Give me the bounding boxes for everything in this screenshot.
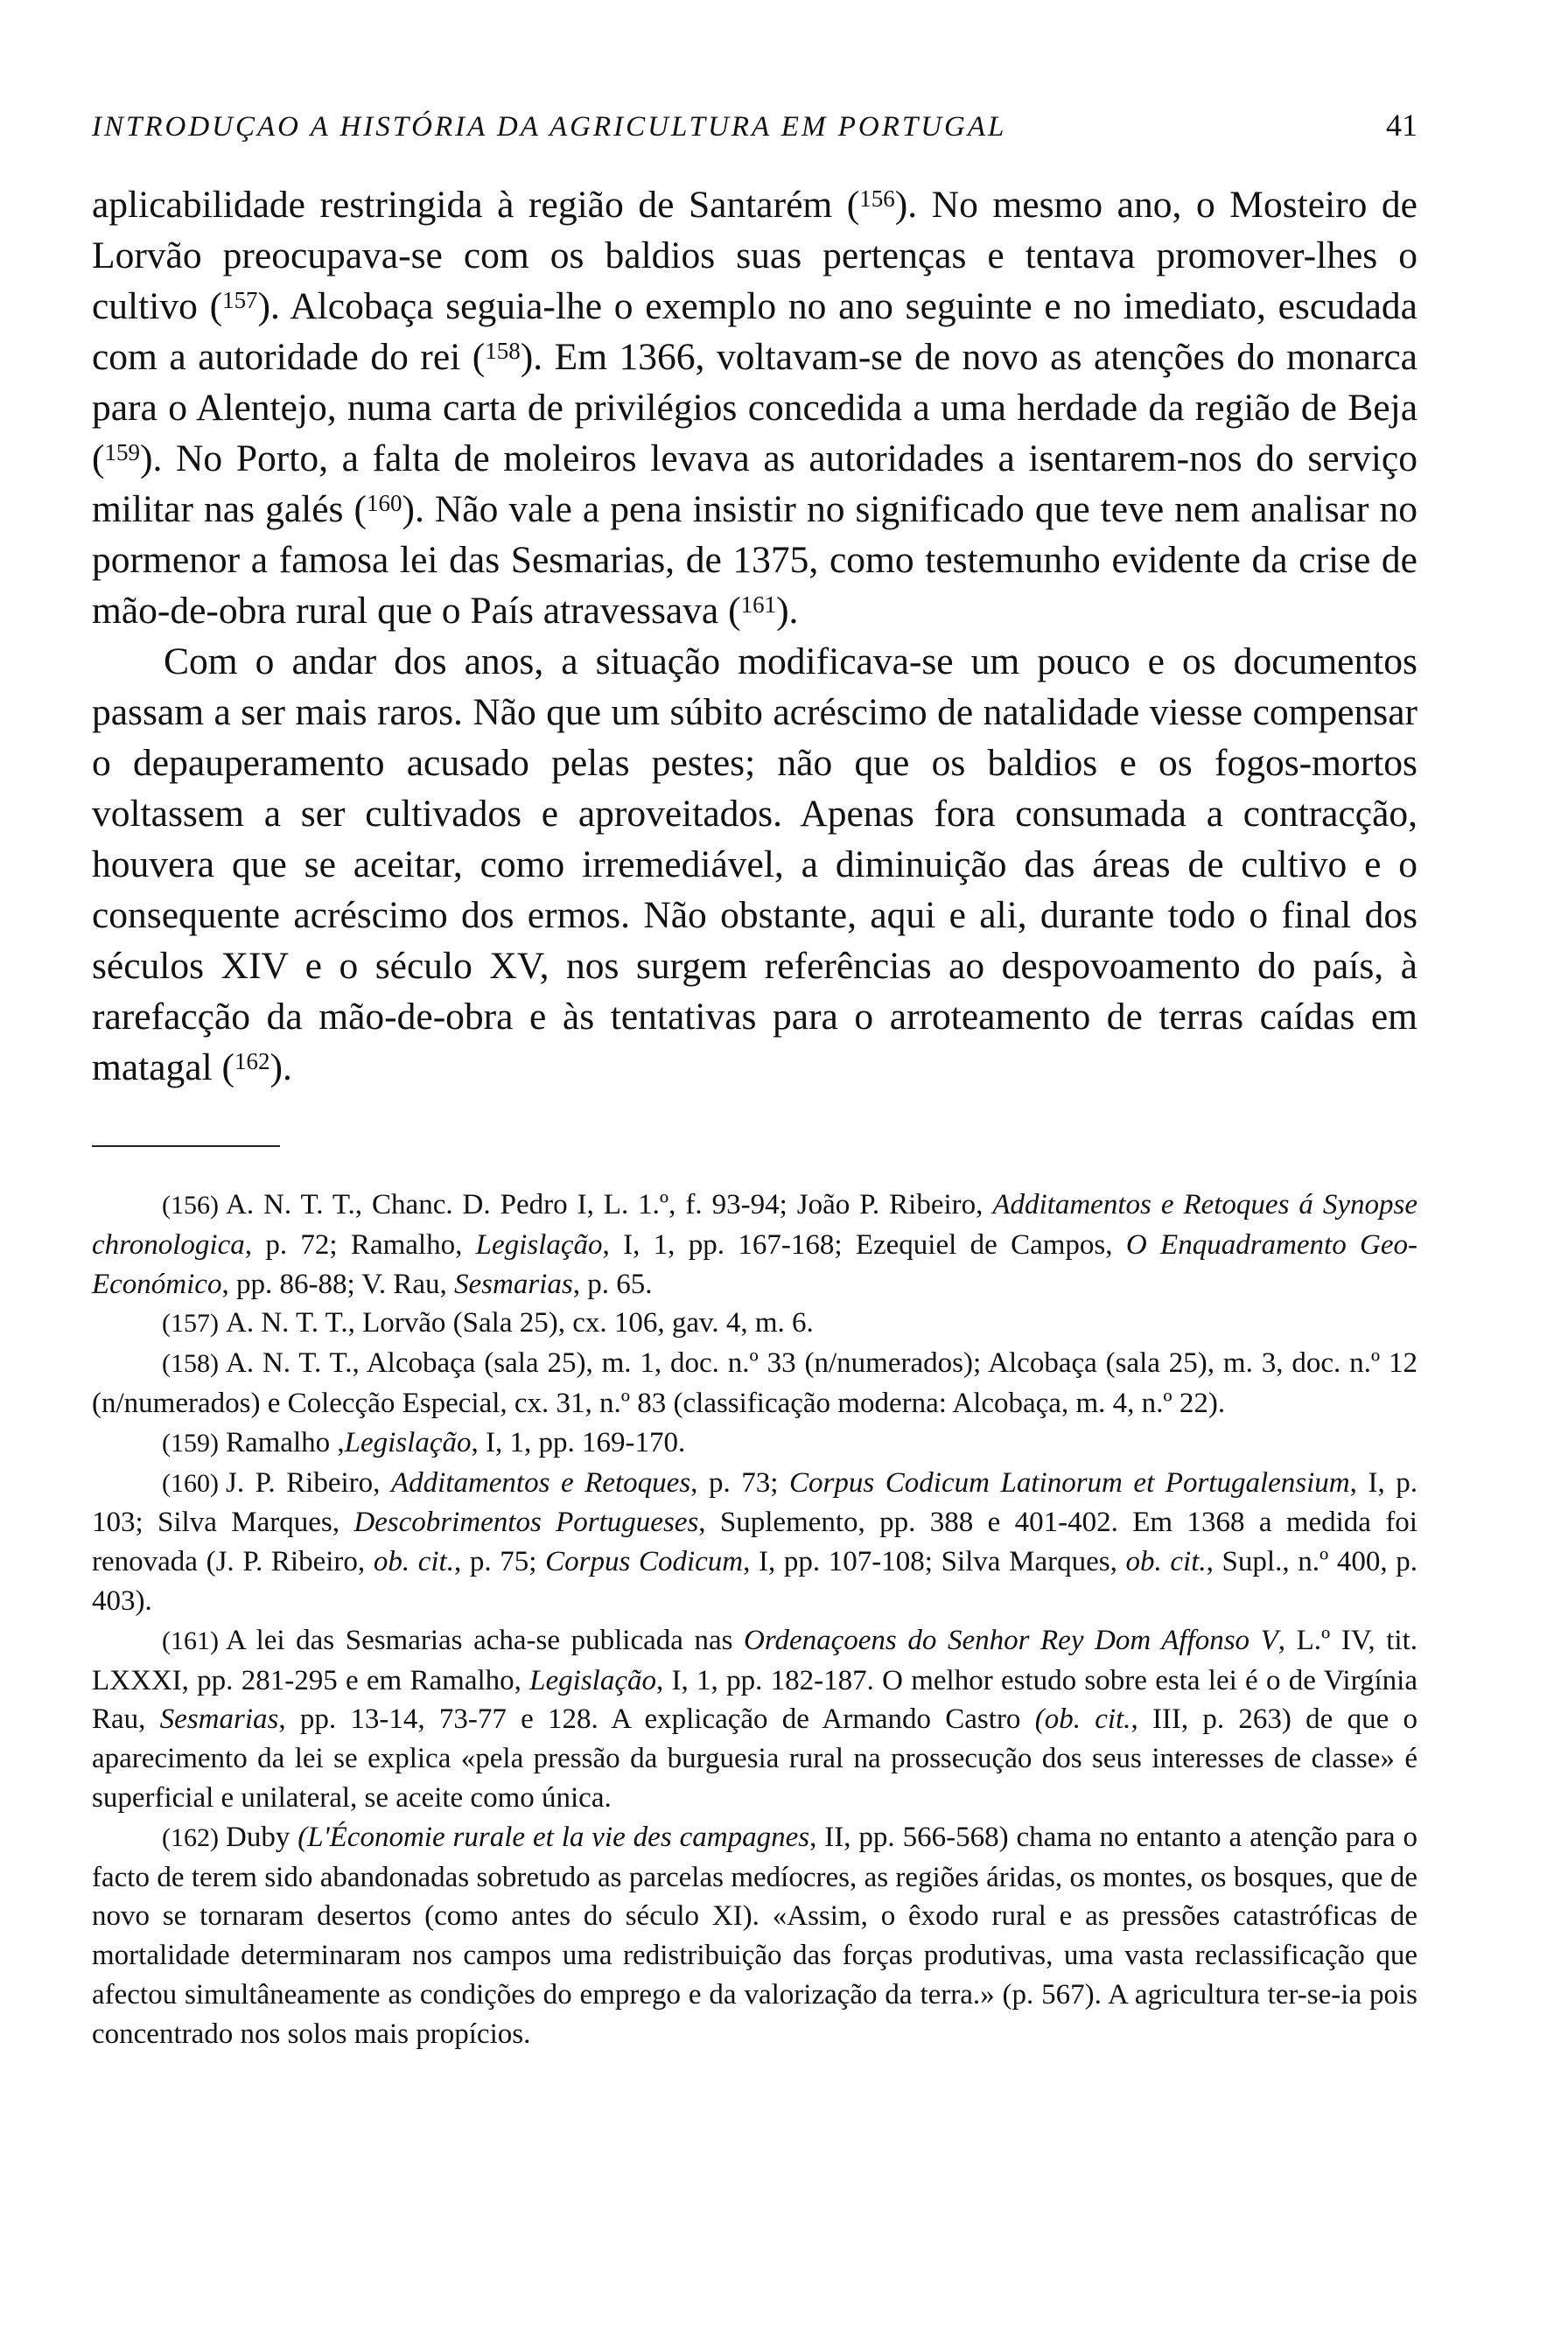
- note-text: Ramalho ,: [225, 1426, 345, 1458]
- running-title: INTRODUÇAO A HISTÓRIA DA AGRICULTURA EM PORTUGAL: [92, 111, 1007, 143]
- text-run: ). Alcobaça seguia-lhe o exemplo no ano seguinte e no imediato, escudada com a autoridade do rei (: [92, 285, 1418, 378]
- footnote-number: (162): [162, 1822, 219, 1852]
- note-text: , Suplemento, pp. 388 e 401-402. Em 1368 a medida foi renovada (J. P. Ribeiro,: [92, 1507, 1418, 1578]
- footnote-157: [92, 1304, 1418, 1344]
- footnotes: [92, 1185, 1418, 2054]
- note-title: Legislação: [475, 1228, 603, 1261]
- main-text: [92, 179, 1418, 1093]
- footnote-162: [92, 1818, 1418, 2054]
- text-run: ).: [776, 590, 799, 632]
- text-run: ). No mesmo ano, o Mosteiro de Lorvão preocupava-se com os baldios suas pertenças e tentava promover-lhes o cultivo (: [92, 184, 1418, 327]
- footnote-ref-159: 159: [104, 438, 140, 465]
- text-run: Com o andar dos anos, a situação modificava-se um pouco e os documentos passam a ser mais raros. Não que um súbito acréscimo de natalidade viesse compensar o depauperamento acusado pelas pestes; não que os baldios e os fogos-mortos voltassem a ser cultivados e aproveitados. Apenas fora consumada a contracção, houvera que se aceitar, como irremediável, a diminuição das áreas de cultivo e o consequente acréscimo dos ermos. Não obstante, aqui e ali, durante todo o final dos séculos XIV e o século XV, nos surgem referências ao despovoamento do país, à rarefacção da mão-de-obra e às tentativas para o arroteamento de terras caídas em matagal (: [92, 640, 1418, 1088]
- note-text: , p. 72; Ramalho,: [244, 1228, 476, 1261]
- footnote-159: [92, 1423, 1418, 1464]
- footnote-156: [92, 1185, 1418, 1304]
- note-text: , III, p. 263) de que o aparecimento da lei se explica «pela pressão da burguesia rural na prossecução dos seus interesses de classe» é superficial e unilateral, se aceite como única.: [92, 1703, 1418, 1814]
- footnote-158: [92, 1344, 1418, 1423]
- note-title: Corpus Codicum Latinorum et Portugalensium: [789, 1466, 1350, 1499]
- note-title: Additamentos e Retoques: [390, 1466, 691, 1499]
- note-title: Descobrimentos Portugueses: [354, 1507, 699, 1539]
- footnote-ref-157: 157: [222, 286, 258, 313]
- text-run: ). No Porto, a falta de moleiros levava as autoridades a isentarem-nos do serviço militar nas galés (: [92, 437, 1418, 530]
- footnote-ref-162: 162: [234, 1047, 270, 1074]
- note-title: Sesmarias: [454, 1268, 573, 1300]
- footnote-ref-158: 158: [485, 337, 521, 364]
- note-text: A. N. T. T., Lorvão (Sala 25), cx. 106, gav. 4, m. 6.: [225, 1307, 814, 1339]
- footnote-161: [92, 1621, 1418, 1818]
- note-text: , II, pp. 566-568) chama no entanto a atenção para o facto de terem sido abandonadas sobretudo as parcelas medíocres, as regiões áridas, os montes, os bosques, que de novo se tornaram desertos (como antes do século XI). «Assim, o êxodo rural e as pressões catastróficas de mortalidade determinaram nos campos uma redistribuição das forças produtivas, uma vasta reclassificação que afectou simultâneamente as condições do emprego e da valorização da terra.» (p. 567). A agricultura ter-se-ia pois concentrado nos solos mais propícios.: [92, 1821, 1418, 2050]
- note-text: , I, 1, pp. 182-187. O melhor estudo sobre esta lei é o de Virgínia Rau,: [92, 1664, 1418, 1736]
- note-title: Sesmarias: [159, 1703, 279, 1736]
- note-text: J. P. Ribeiro,: [225, 1466, 391, 1499]
- paragraph-1: [92, 179, 1418, 636]
- note-text: , I, 1, pp. 167-168; Ezequiel de Campos,: [602, 1228, 1126, 1261]
- note-text: A lei das Sesmarias acha-se publicada nas: [225, 1624, 745, 1656]
- note-text: , Supl., n.º 400, p. 403).: [92, 1546, 1418, 1617]
- note-title: (L'Économie rurale et la vie des campagnes: [298, 1821, 810, 1853]
- note-title: ob. cit.: [1125, 1546, 1207, 1578]
- note-title: ob. cit.: [373, 1546, 454, 1578]
- footnote-160: [92, 1464, 1418, 1621]
- note-title: Corpus Codicum: [545, 1546, 744, 1578]
- note-text: , I, p. 103; Silva Marques,: [92, 1466, 1418, 1539]
- note-text: , p. 73;: [690, 1466, 790, 1499]
- footnote-number: (158): [162, 1349, 219, 1379]
- note-text: , I, pp. 107-108; Silva Marques,: [743, 1546, 1126, 1578]
- text-run: ). Não vale a pena insistir no significado que teve nem analisar no pormenor a famosa lei das Sesmarias, de 1375, como testemunho evidente da crise de mão-de-obra rural que o País atravessava (: [92, 488, 1418, 632]
- page-number: 41: [1386, 108, 1418, 143]
- footnote-number: (159): [162, 1428, 219, 1458]
- footnote-number: (161): [162, 1626, 219, 1655]
- note-text: A. N. T. T., Alcobaça (sala 25), m. 1, doc. n.º 33 (n/numerados); Alcobaça (sala 25), m. 3, doc. n.º 12 (n/numerados) e Colecção Especial, cx. 31, n.º 83 (classificação moderna: Alcobaça, m. 4, n.º 22).: [92, 1347, 1418, 1419]
- note-text: , p. 65.: [572, 1268, 653, 1300]
- note-title: (ob. cit.: [1034, 1703, 1131, 1736]
- footnote-divider: [92, 1145, 280, 1147]
- note-text: , L.º IV, tit. LXXXI, pp. 281-295 e em Ramalho,: [92, 1624, 1418, 1696]
- note-title: Additamentos e Retoques á Synopse chronologica: [92, 1189, 1418, 1261]
- note-text: , I, 1, pp. 169-170.: [471, 1426, 686, 1458]
- note-text: A. N. T. T., Chanc. D. Pedro I, L. 1.º, f. 93-94; João P. Ribeiro,: [225, 1189, 993, 1220]
- text-run: ). Em 1366, voltavam-se de novo as atenções do monarca para o Alentejo, numa carta de privilégios concedida a uma herdade da região de Beja (: [92, 336, 1418, 479]
- note-text: , p. 75;: [453, 1546, 546, 1578]
- footnote-ref-161: 161: [740, 591, 777, 618]
- footnote-number: (157): [162, 1309, 219, 1339]
- footnote-ref-156: 156: [859, 185, 895, 212]
- footnote-number: (160): [162, 1468, 219, 1498]
- note-title: Legislação: [344, 1426, 472, 1458]
- note-text: , pp. 13-14, 73-77 e 128. A explicação de Armando Castro: [278, 1703, 1035, 1736]
- text-run: ).: [270, 1046, 292, 1088]
- footnote-ref-160: 160: [367, 489, 402, 516]
- note-title: Legislação: [529, 1664, 656, 1696]
- footnote-number: (156): [162, 1191, 219, 1220]
- paragraph-2: [92, 636, 1418, 1093]
- note-text: , pp. 86-88; V. Rau,: [221, 1268, 454, 1300]
- note-title: O Enquadramento Geo-Económico: [92, 1228, 1418, 1300]
- page-header: [92, 107, 1418, 143]
- note-text: Duby: [225, 1821, 298, 1853]
- note-title: Ordenaçoens do Senhor Rey Dom Affonso V: [744, 1624, 1278, 1656]
- text-run: aplicabilidade restringida à região de Santarém (: [92, 184, 860, 226]
